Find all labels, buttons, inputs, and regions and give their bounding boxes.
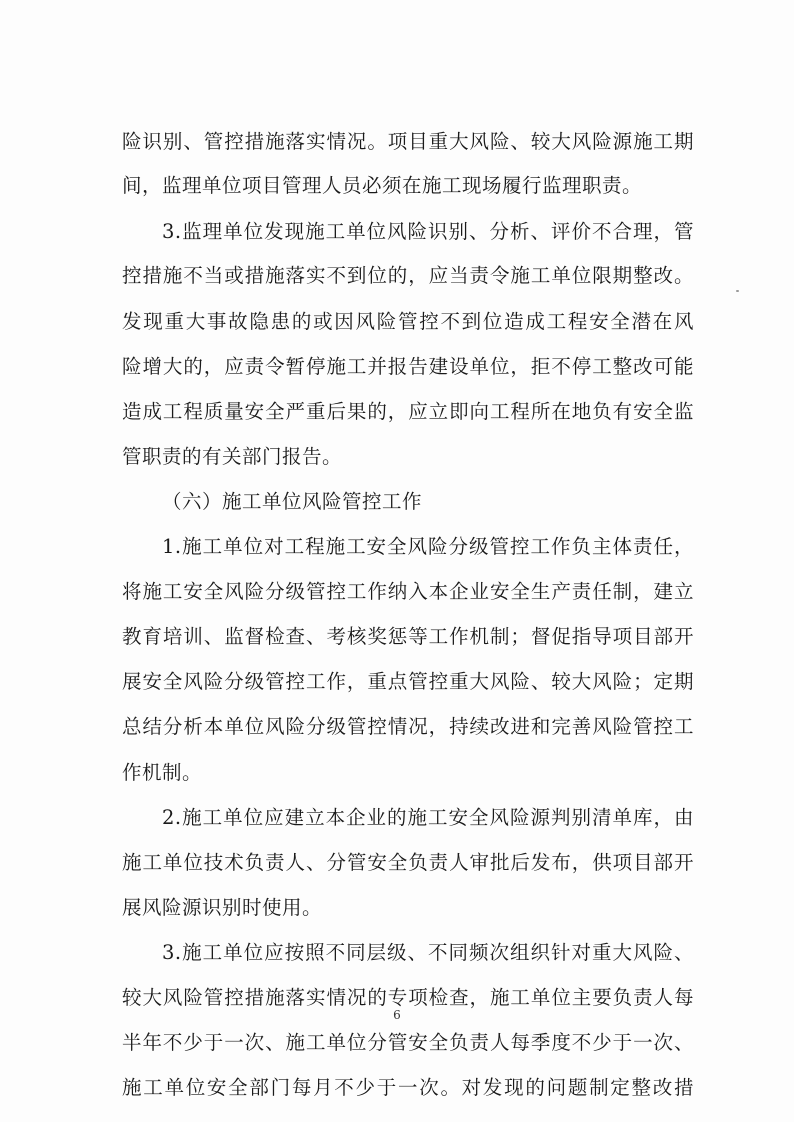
- section-heading: （六）施工单位风险管控工作: [162, 490, 423, 513]
- text-line: 管职责的有关部门报告。: [122, 445, 343, 468]
- text-line: 造成工程质量安全严重后果的，应立即向工程所在地负有安全监: [122, 400, 694, 423]
- text-line: 3.施工单位应按照不同层级、不同频次组织针对重大风险、: [162, 941, 694, 964]
- text-line: 2.施工单位应建立本企业的施工安全风险源判别清单库，由: [162, 806, 694, 829]
- scan-speck: [736, 290, 739, 292]
- text-line: 施工单位安全部门每月不少于一次。对发现的问题制定整改措: [122, 1076, 694, 1099]
- page-number: 6: [393, 1008, 401, 1022]
- text-line: 教育培训、监督检查、考核奖惩等工作机制；督促指导项目部开: [122, 625, 694, 648]
- text-line: 发现重大事故隐患的或因风险管控不到位造成工程安全潜在风: [122, 310, 694, 333]
- text-line: 较大风险管控措施落实情况的专项检查，施工单位主要负责人每: [122, 986, 694, 1009]
- text-line: 施工单位技术负责人、分管安全负责人审批后发布，供项目部开: [122, 851, 694, 874]
- text-line: 总结分析本单位风险分级管控情况，持续改进和完善风险管控工: [122, 715, 694, 738]
- text-line: 展安全风险分级管控工作，重点管控重大风险、较大风险；定期: [122, 670, 694, 693]
- text-line: 3.监理单位发现施工单位风险识别、分析、评价不合理，管: [162, 220, 694, 243]
- text-line: 险识别、管控措施落实情况。项目重大风险、较大风险源施工期: [122, 130, 694, 153]
- text-line: 1.施工单位对工程施工安全风险分级管控工作负主体责任，: [162, 535, 694, 558]
- text-line: 半年不少于一次、施工单位分管安全负责人每季度不少于一次、: [122, 1031, 694, 1054]
- text-line: 险增大的，应责令暂停施工并报告建设单位，拒不停工整改可能: [122, 355, 694, 378]
- text-line: 将施工安全风险分级管控工作纳入本企业安全生产责任制，建立: [122, 580, 694, 603]
- text-line: 间，监理单位项目管理人员必须在施工现场履行监理职责。: [122, 174, 643, 197]
- text-line: 控措施不当或措施落实不到位的，应当责令施工单位限期整改。: [122, 264, 694, 287]
- text-line: 展风险源识别时使用。: [122, 896, 323, 919]
- text-line: 作机制。: [122, 761, 203, 784]
